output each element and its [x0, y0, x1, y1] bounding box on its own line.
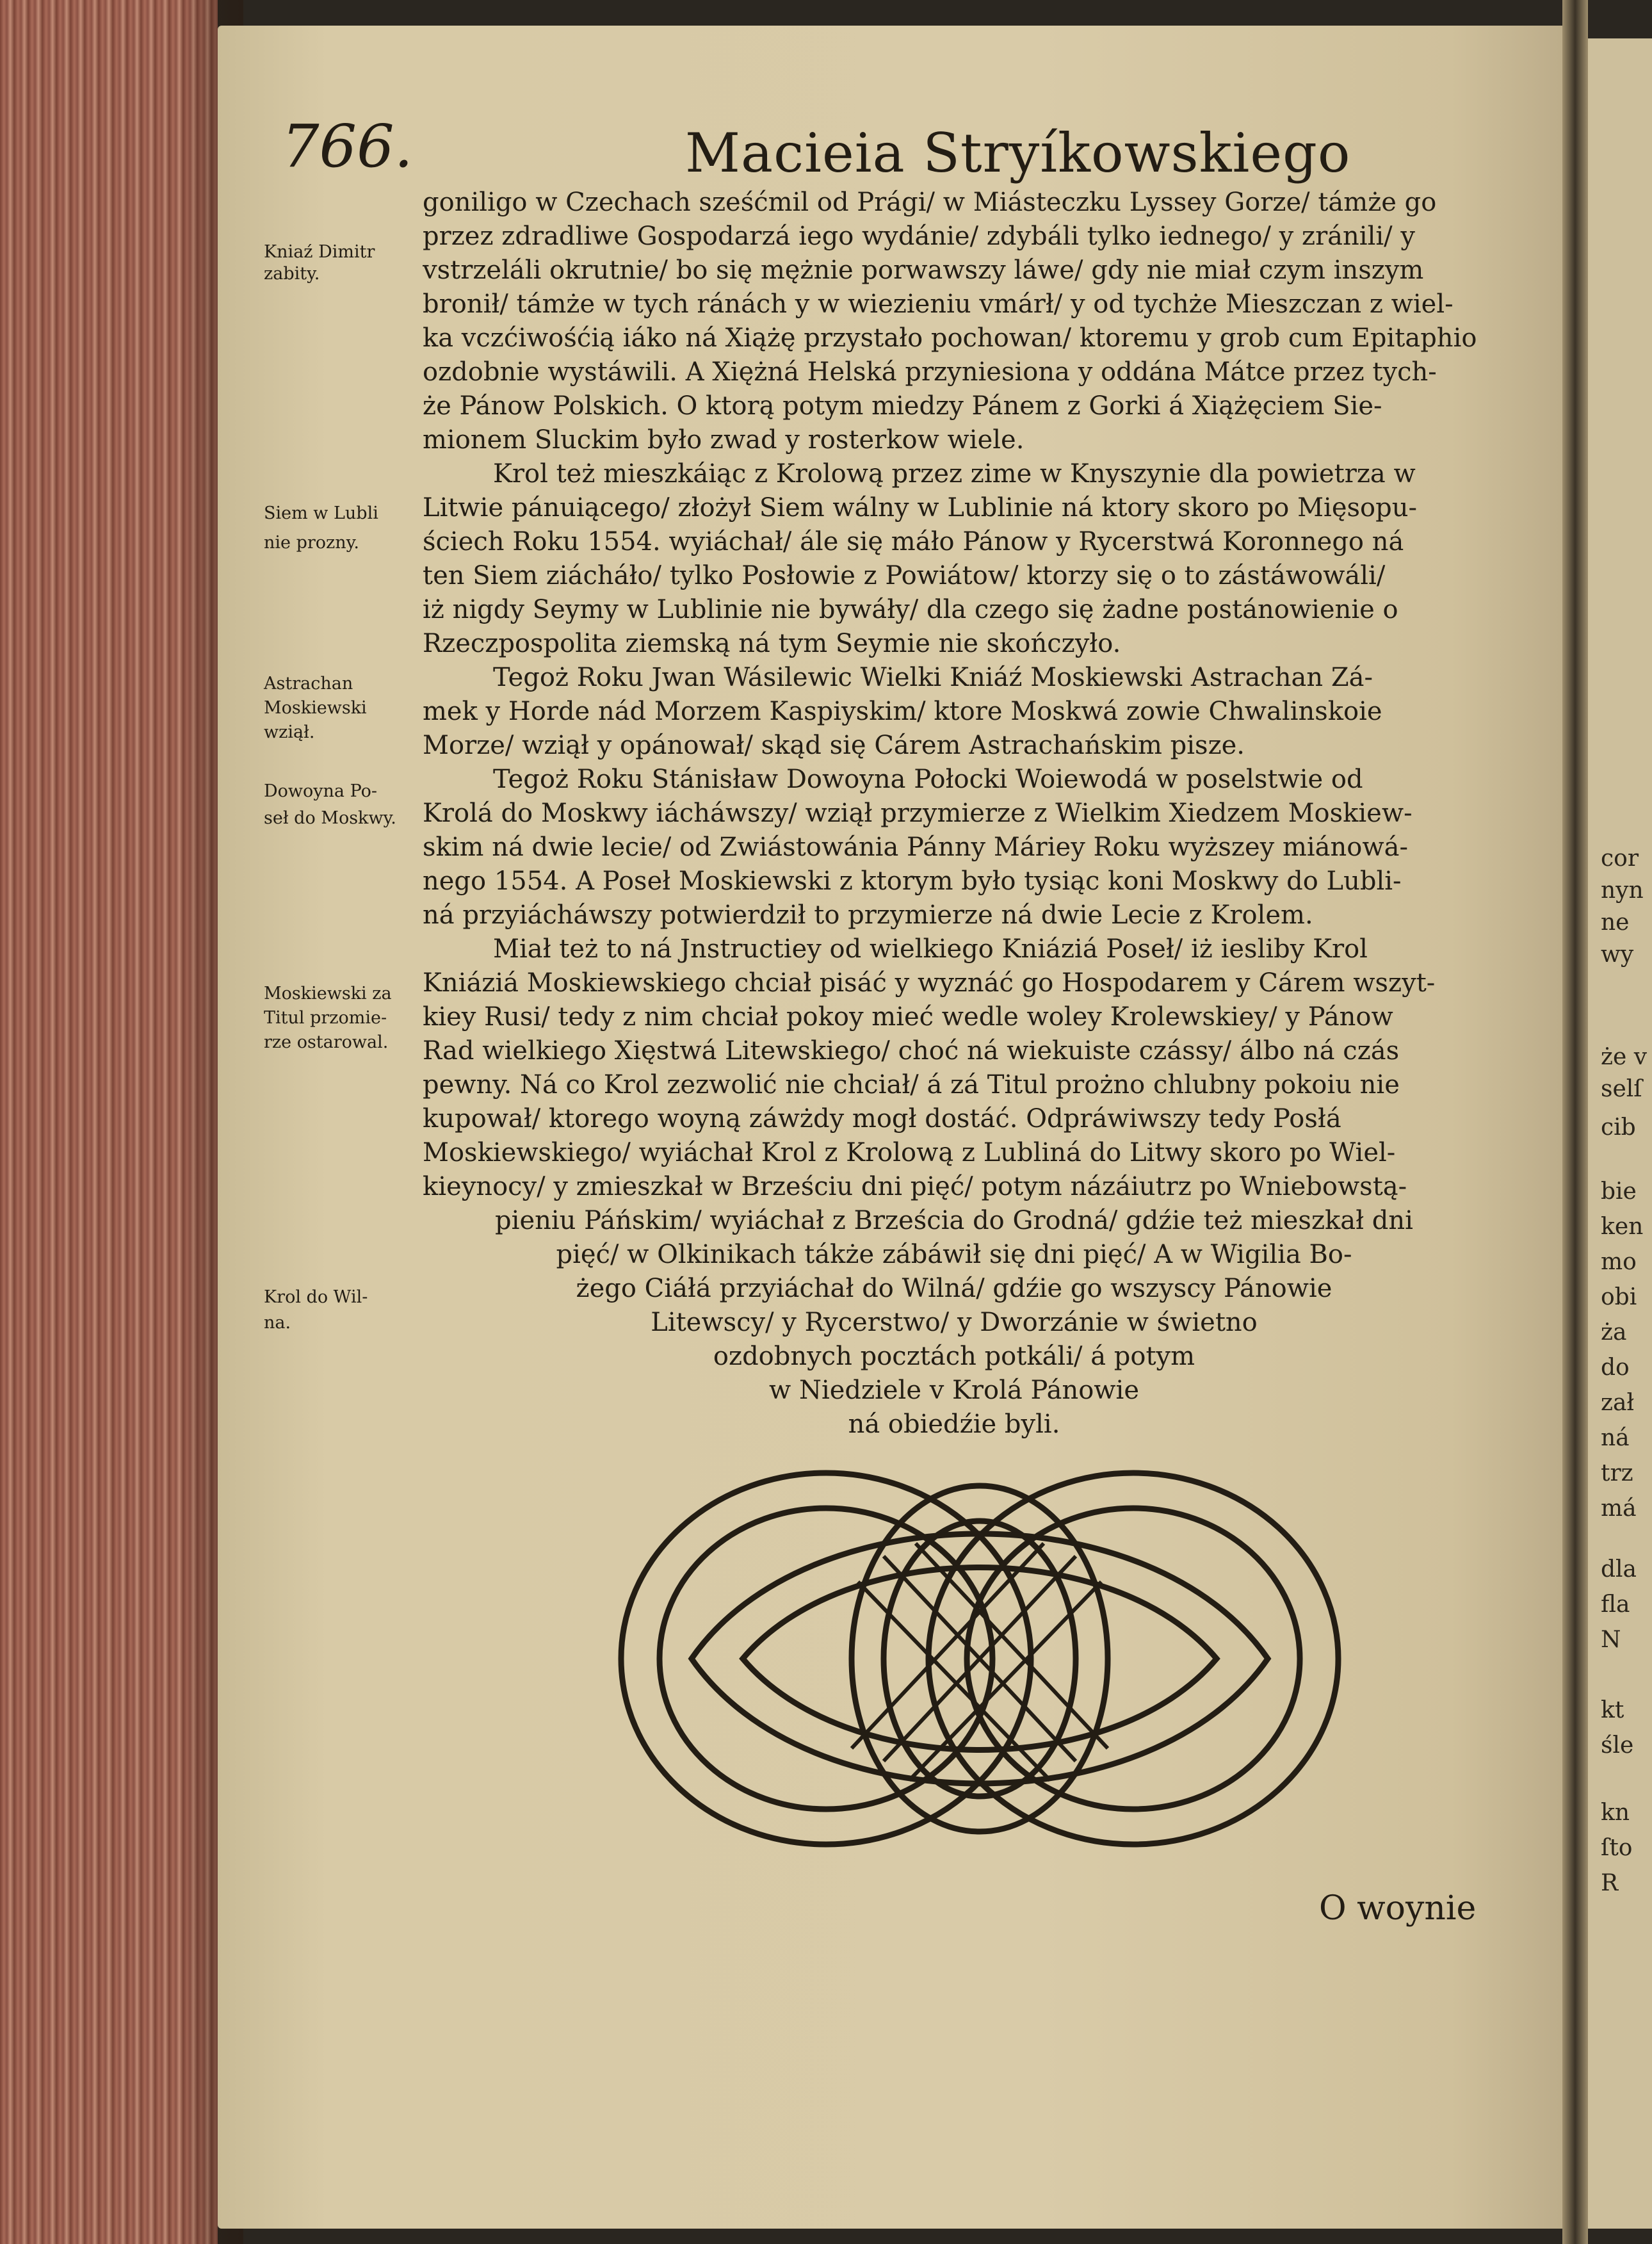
text-line: ná przyiácháwszy potwierdził to przymierze ná dwie Lecie z Krolem. — [423, 900, 1313, 930]
facing-page-fragment: selſ — [1601, 1076, 1642, 1102]
facing-page-fragment: cib — [1601, 1114, 1636, 1141]
text-line: mionem Sluckim było zwad y rosterkow wiele. — [423, 425, 1024, 455]
text-line: Moskiewskiego/ wyiáchał Krol z Krolową z Lubliná do Litwy skoro po Wiel- — [423, 1138, 1396, 1167]
margin-note: na. — [264, 1313, 291, 1333]
text-line: Krolá do Moskwy iácháwszy/ wziął przymierze z Wielkim Xiedzem Moskiew- — [423, 799, 1413, 828]
text-line: Morze/ wziął y opánował/ skąd się Cárem Astrachańskim pisze. — [423, 731, 1245, 760]
margin-note: wziął. — [264, 722, 315, 742]
facing-page-fragment: śle — [1601, 1732, 1634, 1759]
main-text — [423, 186, 1486, 1442]
page-number: 766. — [282, 112, 413, 181]
facing-page-fragment: kt — [1601, 1697, 1624, 1723]
margin-note: Astrachan — [264, 674, 353, 694]
margin-note: Krol do Wil- — [264, 1287, 368, 1307]
knot-ornament — [615, 1454, 1345, 1864]
facing-page-fragment: bie — [1601, 1178, 1637, 1205]
text-line: kiey Rusi/ tedy z nim chciał pokoy mieć wedle woley Krolewskiey/ y Pánow — [423, 1002, 1393, 1032]
facing-page-fragment: do — [1601, 1354, 1630, 1381]
text-line: Rzeczpospolita ziemską ná tym Seymie nie skończyło. — [423, 629, 1121, 658]
text-line: bronił/ támże w tych ránách y w wiezieniu vmárł/ y od tychże Mieszczan z wiel- — [423, 289, 1454, 319]
facing-page-fragment: cor — [1601, 845, 1639, 872]
margin-note: Titul przomie- — [264, 1008, 387, 1028]
margin-note: rze ostarowal. — [264, 1032, 389, 1052]
facing-page-fragment: ża — [1601, 1319, 1627, 1346]
text-line: Krol też mieszkáiąc z Krolową przez zime w Knyszynie dla powietrza w — [493, 459, 1416, 489]
facing-page-fragment: ná — [1601, 1425, 1630, 1451]
text-line: ściech Roku 1554. wyiáchał/ ále się máło Pánow y Rycerstwá Koronnego ná — [423, 527, 1404, 557]
text-line: vstrzeláli okrutnie/ bo się mężnie porwawszy láwe/ gdy nie miał czym inszym — [423, 256, 1424, 285]
facing-page-fragment: że v — [1601, 1044, 1648, 1070]
text-line: kupował/ ktorego woyną záwżdy mogł dostáć. Odpráwiwszy tedy Posłá — [423, 1104, 1341, 1134]
margin-note: Dowoyna Po- — [264, 781, 378, 801]
facing-page-fragment: ken — [1601, 1214, 1644, 1240]
text-line: Litewscy/ y Rycerstwo/ y Dworzánie w świetno — [651, 1308, 1258, 1337]
margin-note: seł do Moskwy. — [264, 808, 396, 828]
text-line: w Niedziele v Krolá Pánowie — [768, 1376, 1139, 1405]
facing-page-fragment: ne — [1601, 909, 1630, 936]
facing-page-fragment: nyn — [1601, 877, 1644, 904]
facing-page-fragment: trz — [1601, 1460, 1633, 1486]
facing-page-fragment: má — [1601, 1495, 1637, 1522]
facing-page-fragment: N — [1601, 1627, 1621, 1653]
text-line: pieniu Páńskim/ wyiáchał z Brześcia do Grodná/ gdźie też mieszkał dni — [495, 1206, 1413, 1235]
facing-page-fragment: mo — [1601, 1249, 1637, 1275]
text-line: przez zdradliwe Gospodarzá iego wydánie/ zdybáli tylko iednego/ y zránili/ y — [423, 222, 1415, 251]
text-line: pewny. Ná co Krol zezwolić nie chciał/ á zá Titul prożno chlubny pokoiu nie — [423, 1070, 1400, 1100]
margin-note: nie prozny. — [264, 533, 359, 553]
text-line: nego 1554. A Poseł Moskiewski z ktorym było tysiąc koni Moskwy do Lubli- — [423, 866, 1402, 896]
margin-note: zabity. — [264, 264, 320, 284]
facing-page-fragment: wy — [1601, 941, 1634, 968]
margin-note: Moskiewski — [264, 698, 367, 718]
facing-page-fragment: zał — [1601, 1390, 1635, 1416]
facing-page-fragment: R — [1601, 1870, 1619, 1896]
text-line: Kniáziá Moskiewskiego chciał pisáć y wyznáć go Hospodarem y Cárem wszyt- — [423, 968, 1436, 998]
margin-note: Moskiewski za — [264, 984, 392, 1004]
text-line: ozdobnie wystáwili. A Xiężná Helská przyniesiona y oddána Mátce przez tych- — [423, 357, 1437, 387]
text-line: iż nigdy Seymy w Lublinie nie bywáły/ dla czego się żadne postánowienie o — [423, 595, 1398, 624]
text-line: goniligo w Czechach sześćmil od Prági/ w Miásteczku Lyssey Gorze/ támże go — [423, 188, 1437, 217]
margin-note: Kniaź Dimitr — [264, 242, 375, 262]
text-line: ten Siem ziácháło/ tylko Posłowie z Powiátow/ ktorzy się o to zástáwowáli/ — [423, 561, 1386, 590]
text-line: kieynocy/ y zmieszkał w Brześciu dni pięć/ potym názáiutrz po Wniebowstą- — [423, 1172, 1407, 1201]
text-line: ozdobnych pocztách potkáli/ á potym — [713, 1342, 1195, 1371]
catchword: O woynie — [1319, 1889, 1477, 1928]
text-line: skim ná dwie lecie/ od Zwiástowánia Pánny Máriey Roku wyższey miánowá- — [423, 833, 1408, 862]
facing-page-fragment: kn — [1601, 1800, 1630, 1826]
text-line: mek y Horde nád Morzem Kaspiyskim/ ktore Moskwá zowie Chwalinskoie — [423, 697, 1382, 726]
text-line: ka vczćiwośćią iáko ná Xiążę przystało pochowan/ ktoremu y grob cum Epitaphio — [423, 323, 1477, 353]
text-line: że Pánow Polskich. O ktorą potym miedzy Pánem z Gorki á Xiążęciem Sie- — [423, 391, 1382, 421]
text-line: Miał też to ná Jnstructiey od wielkiego Kniáziá Poseł/ iż iesliby Krol — [493, 934, 1368, 964]
text-line: żego Ciáłá przyiáchał do Wilná/ gdźie go wszyscy Pánowie — [576, 1274, 1332, 1303]
text-line: ná obiedźie byli. — [848, 1410, 1060, 1439]
text-line: Rad wielkiego Xięstwá Litewskiego/ choć ná wiekuiste czássy/ álbo ná czás — [423, 1036, 1400, 1066]
facing-page-fragment: ſto — [1601, 1835, 1633, 1861]
book-gutter — [1562, 0, 1588, 2244]
text-line: Tegoż Roku Jwan Wásilewic Wielki Kniáź Moskiewski Astrachan Zá- — [493, 663, 1373, 692]
text-line: pięć/ w Olkinikach tákże zábáwił się dni pięć/ A w Wigilia Bo- — [556, 1240, 1352, 1269]
margin-note: Siem w Lubli — [264, 503, 378, 523]
running-head: Macieia Stryíkowskiego — [685, 122, 1351, 184]
facing-page-fragment: dla — [1601, 1556, 1637, 1582]
facing-page-fragment: fla — [1601, 1591, 1630, 1618]
text-line: Tegoż Roku Stánisław Dowoyna Połocki Woiewodá w poselstwie od — [493, 765, 1363, 794]
text-line: Litwie pánuiącego/ złożył Siem wálny w Lublinie ná ktory skoro po Mięsopu- — [423, 493, 1418, 523]
facing-page-fragment: obi — [1601, 1284, 1637, 1310]
